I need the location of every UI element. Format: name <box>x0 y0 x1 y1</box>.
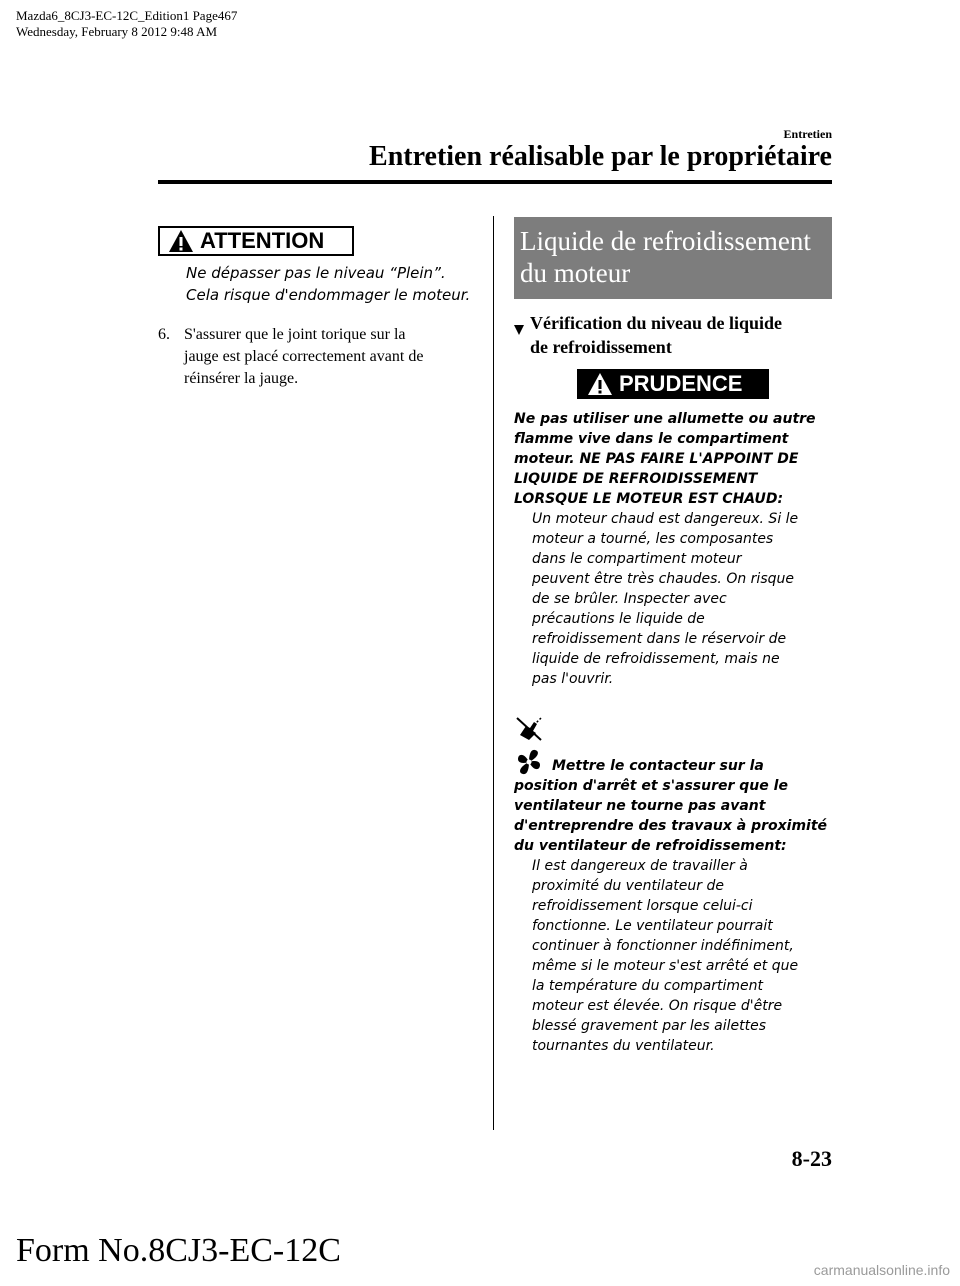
page-title: Entretien réalisable par le propriétaire <box>369 141 832 172</box>
section-heading-box <box>514 217 832 299</box>
fan-body-line: tournantes du ventilateur. <box>532 1038 715 1054</box>
print-metadata-line2: Wednesday, February 8 2012 9:48 AM <box>16 24 218 39</box>
caution-body-line: dans le compartiment moteur <box>532 551 742 567</box>
warning-triangle-icon <box>168 229 194 253</box>
attention-line: Ne dépasser pas le niveau “Plein”. <box>186 264 446 282</box>
subheading <box>514 311 832 359</box>
fan-warning-line: ventilateur ne tourne pas avant <box>514 798 766 814</box>
step-line: réinsérer la jauge. <box>184 370 299 387</box>
caution-heading-line: LORSQUE LE MOTEUR EST CHAUD: <box>514 491 784 507</box>
page-number: 8-23 <box>791 1146 832 1171</box>
fan-icon <box>514 748 544 776</box>
header-rule <box>158 180 832 184</box>
fan-warning-line: d'entreprendre des travaux à proximité <box>514 818 828 834</box>
fan-warning-heading <box>514 776 832 856</box>
down-triangle-icon <box>514 311 524 359</box>
fan-warning-line: position d'arrêt et s'assurer que le <box>514 778 788 794</box>
caution-body-line: peuvent être très chaudes. On risque <box>532 571 794 587</box>
print-metadata-line1: Mazda6_8CJ3-EC-12C_Edition1 Page467 <box>16 8 238 23</box>
subheading-line: Vérification du niveau de liquide <box>530 313 783 333</box>
no-hand-icon <box>514 715 544 743</box>
fan-body-line: Il est dangereux de travailler à <box>532 858 748 874</box>
fan-warning-text: Mettre le contacteur sur la <box>552 758 764 774</box>
caution-heading-line: LIQUIDE DE REFROIDISSEMENT <box>514 471 758 487</box>
caution-body-line: de se brûler. Inspecter avec <box>532 591 727 607</box>
left-column <box>158 226 476 390</box>
caution-heading-line: Ne pas utiliser une allumette ou autre <box>514 411 816 427</box>
fan-warning-line: du ventilateur de refroidissement: <box>514 838 787 854</box>
fan-body-line: blessé gravement par les ailettes <box>532 1018 767 1034</box>
step-6 <box>158 324 476 390</box>
right-column <box>514 217 832 1056</box>
caution-body-line: précautions le liquide de <box>532 611 705 627</box>
fan-body-line: moteur est élevée. On risque d'être <box>532 998 783 1014</box>
attention-text <box>186 262 476 306</box>
fan-warning-first-line <box>514 748 832 776</box>
section-heading-line: du moteur <box>520 258 631 288</box>
fan-body-line: continuer à fonctionner indéfiniment, <box>532 938 794 954</box>
fan-body-line: refroidissement lorsque celui-ci <box>532 898 753 914</box>
column-divider <box>493 216 494 1130</box>
caution-body <box>532 509 832 689</box>
fan-body-line: proximité du ventilateur de <box>532 878 724 894</box>
watermark: carmanualsonline.info <box>813 1262 950 1278</box>
attention-badge <box>158 226 354 256</box>
caution-body-line: Un moteur chaud est dangereux. Si le <box>532 511 799 527</box>
caution-heading-line: moteur. NE PAS FAIRE L'APPOINT DE <box>514 451 799 467</box>
step-line: S'assurer que le joint torique sur la <box>184 326 406 343</box>
warning-triangle-icon <box>587 372 613 396</box>
subheading-line: de refroidissement <box>530 337 672 357</box>
step-line: jauge est placé correctement avant de <box>184 348 424 365</box>
caution-heading-line: flamme vive dans le compartiment <box>514 431 789 447</box>
fan-body-line: même si le moteur s'est arrêté et que <box>532 958 799 974</box>
section-heading-line: Liquide de refroidissement <box>520 226 811 256</box>
fan-body-line: la température du compartiment <box>532 978 763 994</box>
caution-heading <box>514 409 832 509</box>
section-label: Entretien <box>783 127 832 141</box>
fan-warning-body <box>532 856 832 1056</box>
step-text <box>184 324 476 390</box>
form-number: Form No.8CJ3-EC-12C <box>16 1232 341 1269</box>
prudence-label: PRUDENCE <box>619 371 743 396</box>
fan-warning-icons <box>514 715 544 748</box>
caution-body-line: liquide de refroidissement, mais ne <box>532 651 780 667</box>
attention-label: ATTENTION <box>200 228 325 253</box>
fan-body-line: fonctionne. Le ventilateur pourrait <box>532 918 773 934</box>
step-number: 6. <box>158 326 170 343</box>
caution-body-line: refroidissement dans le réservoir de <box>532 631 787 647</box>
attention-line: Cela risque d'endommager le moteur. <box>186 286 471 304</box>
caution-body-line: pas l'ouvrir. <box>532 671 614 687</box>
prudence-badge <box>577 369 769 399</box>
print-metadata <box>16 8 237 40</box>
caution-body-line: moteur a tourné, les composantes <box>532 531 774 547</box>
